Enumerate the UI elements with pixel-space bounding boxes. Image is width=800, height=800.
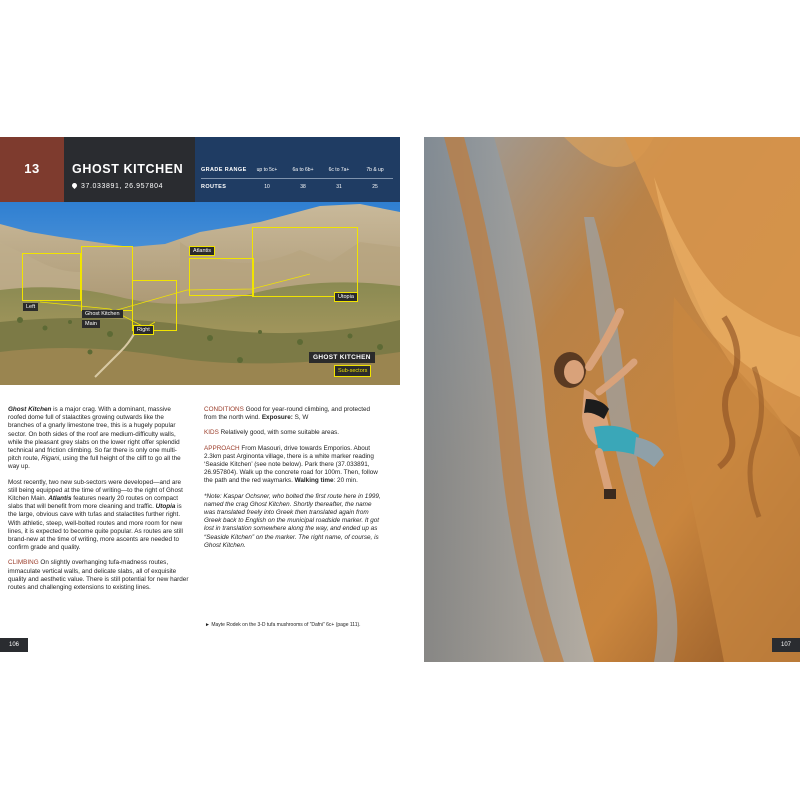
intro-paragraph (8, 406, 189, 472)
routes-count: 38 (300, 184, 306, 190)
page-title: GHOST KITCHEN (72, 162, 184, 176)
conditions-text: Good for year-round climbing, and protected from the north wind. (204, 406, 371, 422)
photo-caption: ► Mayte Rodek on the 3-D tufa mushrooms of “Dafni” 6c+ (page 111). (205, 622, 361, 628)
note-label: *Note (204, 492, 220, 500)
grade-table (201, 162, 393, 195)
climbing-text: On slightly overhanging tufa-madness routes, immaculate vertical walls, and delicate slabs, all of exquisite quality and aesthetic value. There is still potential for new harder routes and challenging extensions to existing lines. (8, 559, 189, 592)
climber-photo-illustration (424, 137, 800, 662)
coords-text: 37.033891, 26.957804 (81, 183, 164, 190)
p2-text-a: Most recently, two new sub-sectors were developed—and are still being equipped at the time of writing—to the right of Ghost Kitchen Main. (8, 478, 183, 503)
exposure-label: Exposure: (261, 414, 293, 422)
note-paragraph (204, 493, 384, 550)
left-page (0, 137, 400, 662)
gps-coordinates (72, 183, 163, 190)
label-main: Main (82, 320, 100, 328)
label-ghost-kitchen-main: Ghost Kitchen (82, 310, 123, 318)
grade-range-label: GRADE RANGE (201, 162, 249, 179)
routes-row (201, 179, 393, 196)
p2-text-b: features nearly 20 routes on compact slabs that will benefit from more cleaning and traffic. (8, 495, 178, 511)
sector-box-ghost-kitchen-main (81, 246, 133, 311)
approach-text: From Masouri, drive towards Emporios. About 2.3km past Arginonta village, there is a white marker reading ‘Seaside Kitchen’ (see note below). Park there (37.033891, 26.957804). Walk up the concrete road for 100m. Then, follow the path and the red waymarks. (204, 444, 378, 485)
sector-box-right (132, 280, 177, 331)
p2-text-c: is the large, obvious cave with tufas and stalactites further right. With athletic, steep, well-bolted routes and more room for new lines, it is expected to become quite popular. As routes are still brand-new at the time of writing, more ascents are needed to confirm grade and quality. (8, 503, 183, 552)
photo-caption-ghost-kitchen: GHOST KITCHEN (309, 352, 375, 363)
p2-atlantis: Atlantis (48, 495, 72, 503)
exposure-text: S, W (292, 414, 309, 422)
conditions-heading: CONDITIONS (204, 406, 244, 413)
note-text: : Kaspar Ochsner, who bolted the first route here in 1999, named the crag Ghost Kitchen. Shortly thereafter, the name was translated freely into Greek then translated again from Greek back to English on the municipal roadside marker. It got lost in translation somewhere along the way, and ended up as “Seaside Kitchen” on the marker. The right name, of course, is Ghost Kitchen. (204, 492, 381, 549)
sector-number-box (0, 137, 64, 202)
climbing-paragraph (8, 559, 189, 592)
intro-text: is a major crag. With a dominant, massive roofed dome full of stalactites growing outwards like the branches of a gnarly limestone tree, this is a hugely popular sector. On both sides of the roof are medium-difficulty walls, while the pleasant grey slabs on the lower right offer splendid technical and friction climbing. So far there is only one multi-pitch route, (8, 406, 180, 463)
approach-paragraph (204, 445, 384, 486)
kids-text: Relatively good, with some suitable areas. (218, 429, 340, 437)
right-page-climber-photo (424, 137, 800, 662)
kids-heading: KIDS (204, 429, 219, 437)
grade-header-row (201, 162, 393, 179)
route-name: Rigani (41, 455, 60, 463)
approach-heading: APPROACH (204, 444, 240, 452)
title-box (64, 137, 195, 202)
routes-count: 25 (372, 184, 378, 190)
page-number-right: 107 (772, 638, 800, 652)
grade-col-header: 6a to 6b+ (285, 162, 321, 179)
intro-lead: Ghost Kitchen (8, 406, 52, 413)
label-atlantis: Atlantis (189, 246, 215, 256)
grade-col-header: up to 5c+ (249, 162, 285, 179)
walking-time-text: : 20 min. (333, 477, 358, 485)
sector-box-left (22, 253, 81, 301)
sub-sectors-paragraph (8, 479, 189, 553)
intro-end: , using the full height of the cliff to go all the way up. (8, 455, 181, 471)
p2-utopia: Utopia (155, 503, 176, 511)
label-left: Left (23, 303, 38, 311)
grade-range-box (195, 137, 400, 202)
label-right: Right (133, 325, 154, 335)
label-utopia: Utopia (334, 292, 358, 302)
photo-caption-sub-sectors: Sub-sectors (334, 365, 371, 377)
grade-col-header: 6c to 7a+ (321, 162, 357, 179)
walking-time-label: Walking time (294, 477, 334, 485)
sector-box-utopia (252, 227, 358, 297)
text-column-2 (204, 406, 384, 557)
text-column-1 (8, 406, 189, 599)
routes-label: ROUTES (201, 184, 227, 190)
routes-count: 31 (336, 184, 342, 190)
sector-box-atlantis (189, 258, 254, 296)
conditions-paragraph (204, 406, 384, 422)
grade-col-header: 7b & up (357, 162, 393, 179)
routes-count: 10 (264, 184, 270, 190)
kids-paragraph (204, 429, 384, 437)
page-number-left: 106 (0, 638, 28, 652)
sector-number: 13 (24, 161, 40, 176)
location-pin-icon (71, 182, 78, 189)
climbing-heading: CLIMBING (8, 559, 39, 567)
